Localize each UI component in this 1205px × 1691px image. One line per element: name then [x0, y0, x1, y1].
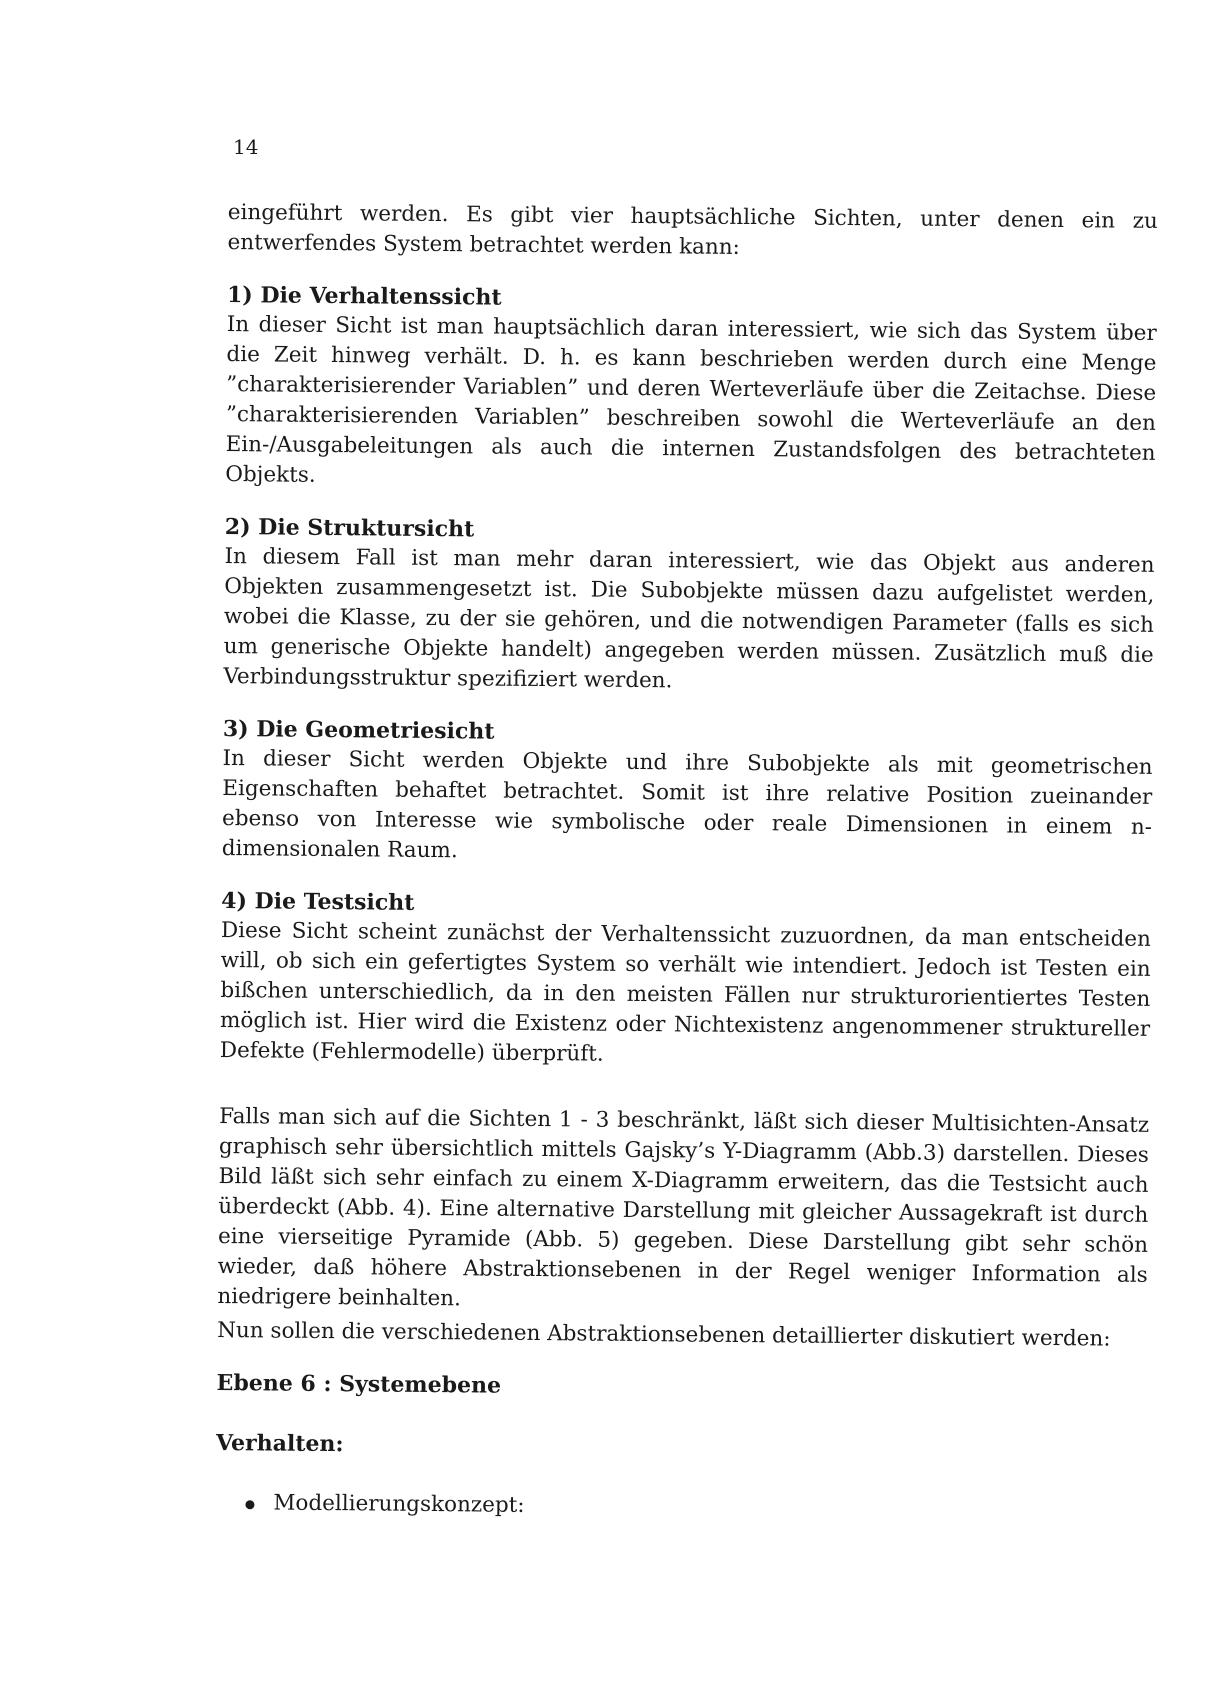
section-text: In diesem Fall ist man mehr daran interessiert, wie das Objekt aus anderen Objekten zusammengesetzt ist. Die Subobjekte müssen dazu aufgelistet werden, wobei die Klasse, zu der sie gehören, und die notwendigen Parameter (falls es sich um generische Objekte handelt) angegeben werden müssen. Zusätzlich muß die Verbindungsstruktur spezifiziert werden.: [223, 543, 1155, 694]
section-text: In dieser Sicht ist man hauptsächlich daran interessiert, wie sich das System über die Zeit hinweg verhält. D. h. es kann beschrieben werden durch eine Menge ”charakterisierender Variablen” und deren Werteverläufe über die Zeitachse. Diese ”charakterisierenden Variablen” beschreiben sowohl die Werteverläufe an den Ein-/Ausgabeleitungen als auch die internen Zustandsfolgen des betrachteten Objekts.: [225, 311, 1157, 488]
closing-block: [215, 1102, 1149, 1527]
bullet-list: [215, 1488, 1145, 1527]
section-verhaltenssicht: [225, 280, 1157, 499]
transition-sentence: Nun sollen die verschiedenen Abstraktionsebenen detaillierter diskutiert werden:: [217, 1317, 1111, 1352]
list-item-text: Modellierungskonzept:: [273, 1490, 525, 1518]
section-heading: 2) Die Struktursicht: [224, 513, 475, 543]
list-item: [245, 1488, 1145, 1527]
section-testsicht: [220, 886, 1152, 1075]
page-body: [215, 198, 1158, 1527]
bullet-icon: [245, 1500, 254, 1509]
section-geometriesicht: [222, 714, 1153, 873]
sub-heading: Verhalten:: [215, 1429, 344, 1458]
body-paragraph: Falls man sich auf die Sichten 1 - 3 beschränkt, läßt sich dieser Multisichten-Ansatz graphisch sehr übersichtlich mittels Gajsky’s Y-Diagramm (Abb.3) darstellen. Dieses Bild läßt sich sehr einfach zu einem X-Diagramm erweitern, das die Testsicht auch überdeckt (Abb. 4). Eine alternative Darstellung mit gleicher Aussagekraft ist durch eine vierseitige Pyramide (Abb. 5) gegeben. Diese Darstellung gibt sehr schön wieder, daß höhere Abstraktionsebenen in der Regel weniger Information als niedrigere beinhalten.: [217, 1103, 1150, 1312]
section-text: Diese Sicht scheint zunächst der Verhaltenssicht zuzuordnen, da man entscheiden will, ob sich ein gefertigtes System so verhält wie intendiert. Jedoch ist Testen ein bißchen unterschiedlich, da in den meisten Fällen nur strukturorientiertes Testen möglich ist. Hier wird die Existenz oder Nichtexistenz angenommener struktureller Defekte (Fehlermodelle) überprüft.: [219, 917, 1152, 1067]
section-heading: 1) Die Verhaltenssicht: [226, 281, 502, 311]
section-struktursicht: [223, 512, 1155, 701]
section-text: In dieser Sicht werden Objekte und ihre Subobjekte als mit geometrischen Eigenschaften behaftet betrachtet. Somit ist ihre relative Position zueinander ebenso von Interesse wie symbolische oder reale Dimensionen in einem n-dimensionalen Raum.: [221, 745, 1153, 864]
level-heading: Ebene 6 : Systemebene: [216, 1369, 502, 1399]
section-heading: 4) Die Testsicht: [221, 887, 415, 916]
intro-paragraph: eingeführt werden. Es gibt vier hauptsächliche Sichten, unter denen ein zu entwerfendes System betrachtet werden kann:: [227, 199, 1158, 260]
section-heading: 3) Die Geometriesicht: [222, 715, 495, 745]
page-number: 14: [233, 135, 259, 159]
